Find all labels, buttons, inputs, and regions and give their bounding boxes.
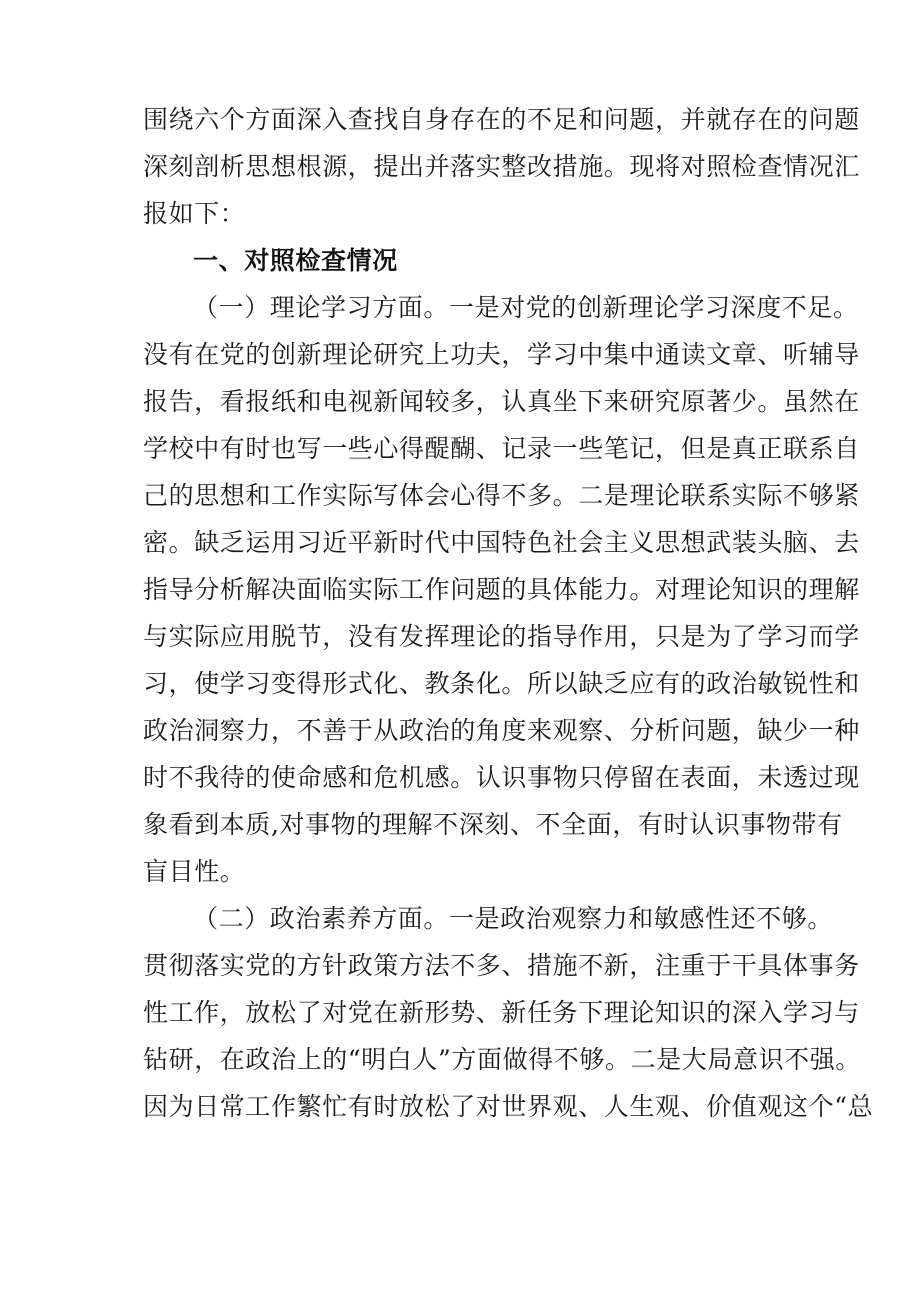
body-text-line: 报如下： — [143, 199, 246, 228]
body-text-line: 性工作，放松了对党在新形势、新任务下理论知识的深入学习与 — [143, 998, 860, 1027]
body-text-line: 己的思想和工作实际写体会心得不多。二是理论联系实际不够紧 — [143, 481, 860, 510]
body-text-line: 指导分析解决面临实际工作问题的具体能力。对理论知识的理解 — [143, 575, 860, 604]
body-text-line: 报告，看报纸和电视新闻较多，认真坐下来研究原著少。虽然在 — [143, 387, 860, 416]
body-text-line: 时不我待的使命感和危机感。认识事物只停留在表面，未透过现 — [143, 763, 860, 792]
body-text-line: 没有在党的创新理论研究上功夫，学习中集中通读文章、听辅导 — [143, 340, 860, 369]
body-text-line: 习，使学习变得形式化、教条化。所以缺乏应有的政治敏锐性和 — [143, 669, 860, 698]
body-text-line: 盲目性。 — [143, 857, 246, 886]
body-text-line: 深刻剖析思想根源，提出并落实整改措施。现将对照检查情况汇 — [143, 152, 860, 181]
body-text-line: 象看到本质,对事物的理解不深刻、不全面，有时认识事物带有 — [143, 810, 843, 839]
body-text-line: 贯彻落实党的方针政策方法不多、措施不新，注重于干具体事务 — [143, 951, 860, 980]
body-text-line: 钻研，在政治上的“明白人”方面做得不够。二是大局意识不强。 — [143, 1045, 861, 1074]
body-text-line: 政治洞察力，不善于从政治的角度来观察、分析问题，缺少一种 — [143, 716, 860, 745]
body-text-line: 与实际应用脱节，没有发挥理论的指导作用，只是为了学习而学 — [143, 622, 860, 651]
paragraph-start-line: （一）理论学习方面。一是对党的创新理论学习深度不足。 — [193, 293, 859, 322]
section-heading: 一、对照检查情况 — [193, 246, 398, 275]
body-text-line: 学校中有时也写一些心得醍醐、记录一些笔记，但是真正联系自 — [143, 434, 860, 463]
paragraph-start-line: （二）政治素养方面。一是政治观察力和敏感性还不够。 — [193, 904, 834, 933]
body-text-line: 因为日常工作繁忙有时放松了对世界观、人生观、价值观这个“总 — [143, 1092, 874, 1121]
body-text-line: 密。缺乏运用习近平新时代中国特色社会主义思想武装头脑、去 — [143, 528, 860, 557]
body-text-line: 围绕六个方面深入查找自身存在的不足和问题，并就存在的问题 — [143, 105, 860, 134]
